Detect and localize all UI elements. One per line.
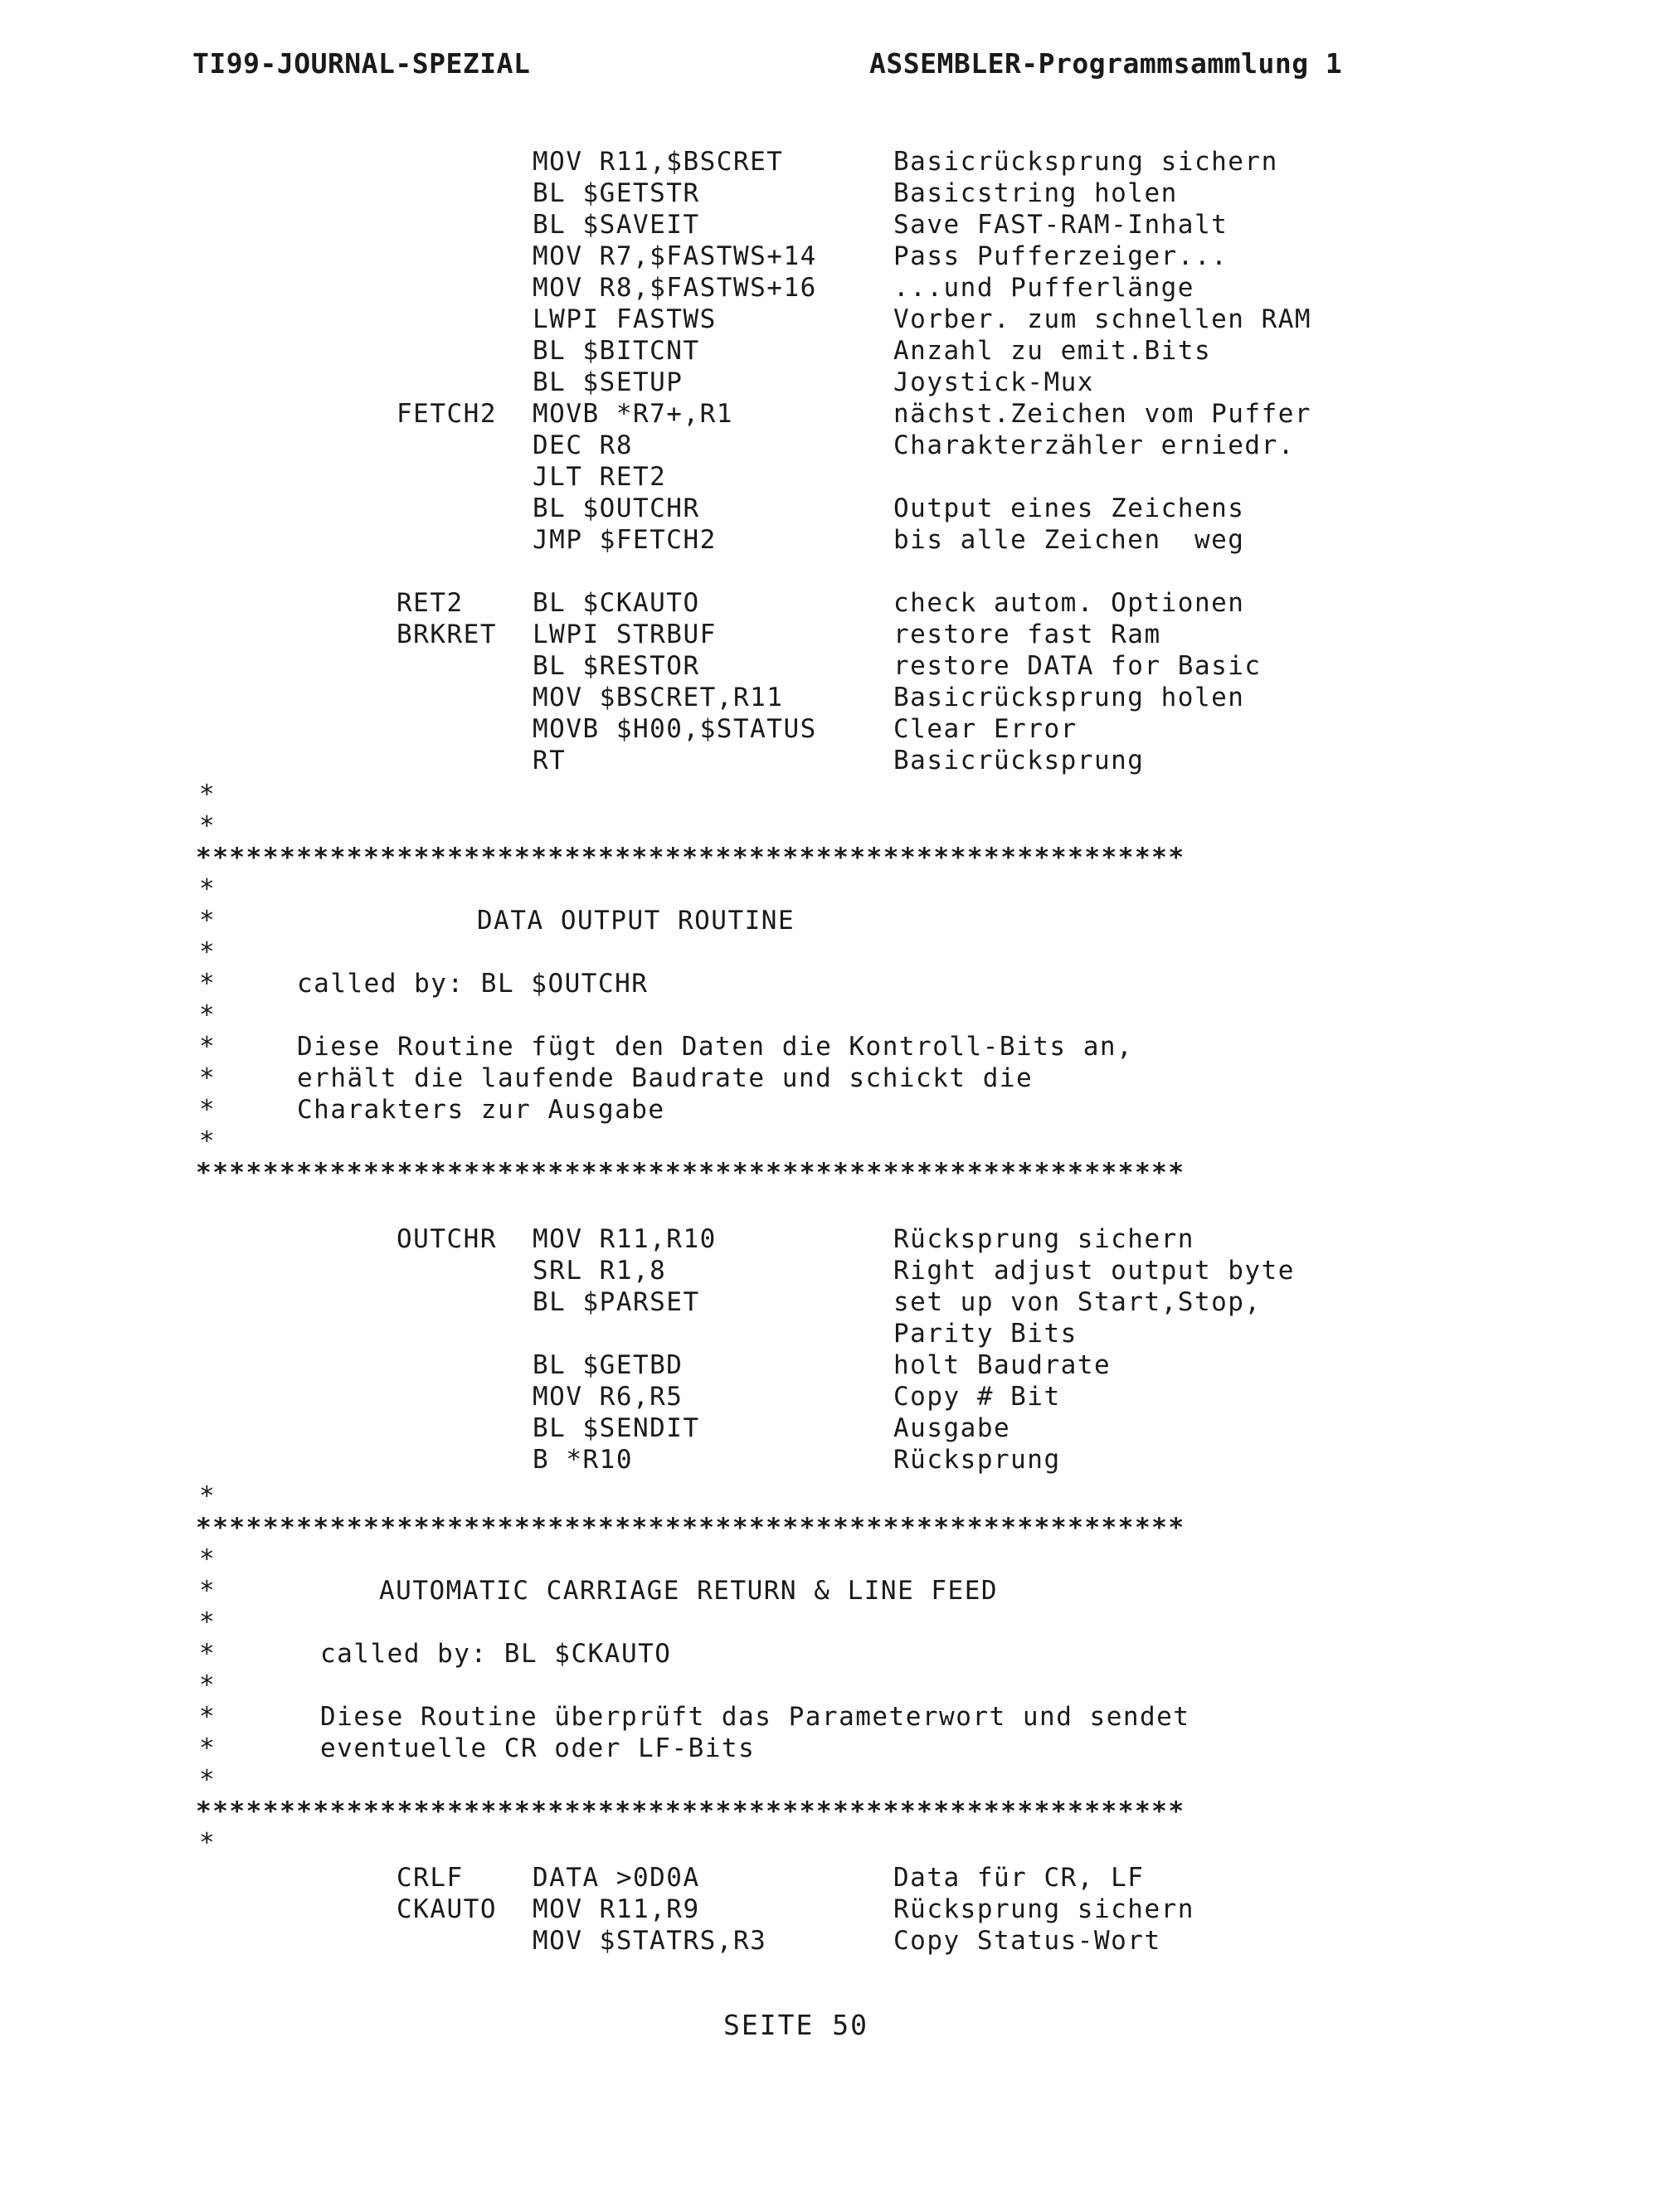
section-title: DATA OUTPUT ROUTINE [477,906,795,936]
code-instruction: MOV R11,$BSCRET [533,147,784,177]
code-comment: Basicrücksprung [893,746,1145,775]
code-comment: ...und Pufferlänge [893,273,1194,303]
asterisk: * [199,1607,216,1637]
code-comment: Charakterzähler erniedr. [893,430,1295,460]
code-comment: Joystick-Mux [893,367,1094,397]
code-comment: Ausgabe [893,1413,1011,1443]
asterisk: * [199,1828,216,1858]
code-comment: Parity Bits [893,1319,1078,1349]
code-instruction: BL $CKAUTO [533,588,700,618]
code-comment: Rücksprung sichern [893,1894,1194,1924]
code-instruction: JMP $FETCH2 [533,525,717,555]
code-instruction: BL $RESTOR [533,651,700,681]
called-by-note: called by: BL $OUTCHR [297,969,649,999]
code-instruction: LWPI FASTWS [533,304,717,334]
code-comment: Rücksprung [893,1445,1061,1475]
star-rule: *********************************************************** [196,1158,1185,1188]
asterisk: * [199,1702,216,1732]
page-header-right: ASSEMBLER-Programmsammlung 1 [869,47,1343,80]
code-comment: Anzahl zu emit.Bits [893,336,1212,366]
code-comment: Copy Status-Wort [893,1926,1161,1956]
code-instruction: LWPI STRBUF [533,620,717,649]
code-instruction: MOV $BSCRET,R11 [533,683,784,712]
asterisk: * [199,1733,216,1763]
code-label: RET2 [397,588,464,618]
page-header-left: TI99-JOURNAL-SPEZIAL [192,47,531,80]
code-label: CRLF [397,1863,464,1893]
description-line: Charakters zur Ausgabe [297,1095,665,1125]
code-comment: check autom. Optionen [893,588,1245,618]
asterisk: * [199,1639,216,1669]
code-instruction: DATA >0D0A [533,1863,700,1893]
code-instruction: BL $BITCNT [533,336,700,366]
code-comment: Right adjust output byte [893,1256,1295,1286]
code-comment: Clear Error [893,714,1078,744]
asterisk: * [199,1126,216,1156]
asterisk: * [199,1765,216,1795]
code-comment: restore DATA for Basic [893,651,1262,681]
code-instruction: BL $OUTCHR [533,493,700,523]
code-comment: Rücksprung sichern [893,1224,1194,1254]
asterisk: * [199,906,216,936]
code-instruction: BL $PARSET [533,1287,700,1317]
asterisk: * [199,1063,216,1093]
code-instruction: DEC R8 [533,430,633,460]
code-instruction: BL $SETUP [533,367,684,397]
code-instruction: BL $SAVEIT [533,210,700,240]
code-instruction: MOVB *R7+,R1 [533,399,733,429]
star-rule: *********************************************************** [196,1796,1185,1826]
asterisk: * [199,1544,216,1574]
code-comment: Basicrücksprung holen [893,683,1245,712]
page-number: SEITE 50 [723,2009,868,2041]
section-title: AUTOMATIC CARRIAGE RETURN & LINE FEED [379,1576,999,1606]
code-label: CKAUTO [397,1894,497,1924]
code-comment: Save FAST-RAM-Inhalt [893,210,1228,240]
asterisk: * [199,780,216,809]
code-instruction: BL $SENDIT [533,1413,700,1443]
code-instruction: MOV R8,$FASTWS+16 [533,273,817,303]
star-rule: *********************************************************** [196,843,1185,873]
code-instruction: JLT RET2 [533,462,667,492]
code-comment: Data für CR, LF [893,1863,1145,1893]
asterisk: * [199,1670,216,1700]
asterisk: * [199,969,216,999]
asterisk: * [199,937,216,967]
code-comment: Pass Pufferzeiger... [893,241,1228,271]
called-by-note: called by: BL $CKAUTO [320,1639,672,1669]
code-instruction: B *R10 [533,1445,633,1475]
code-comment: set up von Start,Stop, [893,1287,1262,1317]
code-comment: Copy # Bit [893,1382,1061,1412]
description-line: eventuelle CR oder LF-Bits [320,1733,756,1763]
star-rule: *********************************************************** [196,1513,1185,1543]
code-instruction: MOV R11,R10 [533,1224,717,1254]
asterisk: * [199,1576,216,1606]
code-comment: Basicrücksprung sichern [893,147,1278,177]
code-instruction: MOVB $H00,$STATUS [533,714,817,744]
code-instruction: BL $GETBD [533,1350,684,1380]
code-comment: nächst.Zeichen vom Puffer [893,399,1312,429]
asterisk: * [199,1095,216,1125]
code-comment: holt Baudrate [893,1350,1112,1380]
code-comment: restore fast Ram [893,620,1161,649]
code-label: BRKRET [397,620,497,649]
code-comment: bis alle Zeichen weg [893,525,1245,555]
code-label: FETCH2 [397,399,497,429]
asterisk: * [199,1032,216,1062]
code-instruction: RT [533,746,567,775]
code-comment: Basicstring holen [893,178,1178,208]
code-instruction: MOV $STATRS,R3 [533,1926,767,1956]
code-instruction: SRL R1,8 [533,1256,667,1286]
asterisk: * [199,874,216,904]
description-line: erhält die laufende Baudrate und schickt die [297,1063,1034,1093]
asterisk: * [199,1000,216,1030]
description-line: Diese Routine überprüft das Parameterwort und sendet [320,1702,1190,1732]
code-label: OUTCHR [397,1224,497,1254]
asterisk: * [199,811,216,841]
code-comment: Output eines Zeichens [893,493,1245,523]
code-instruction: MOV R11,R9 [533,1894,700,1924]
code-comment: Vorber. zum schnellen RAM [893,304,1312,334]
asterisk: * [199,1481,216,1511]
code-instruction: BL $GETSTR [533,178,700,208]
description-line: Diese Routine fügt den Daten die Kontroll-Bits an, [297,1032,1134,1062]
code-instruction: MOV R7,$FASTWS+14 [533,241,817,271]
code-instruction: MOV R6,R5 [533,1382,684,1412]
